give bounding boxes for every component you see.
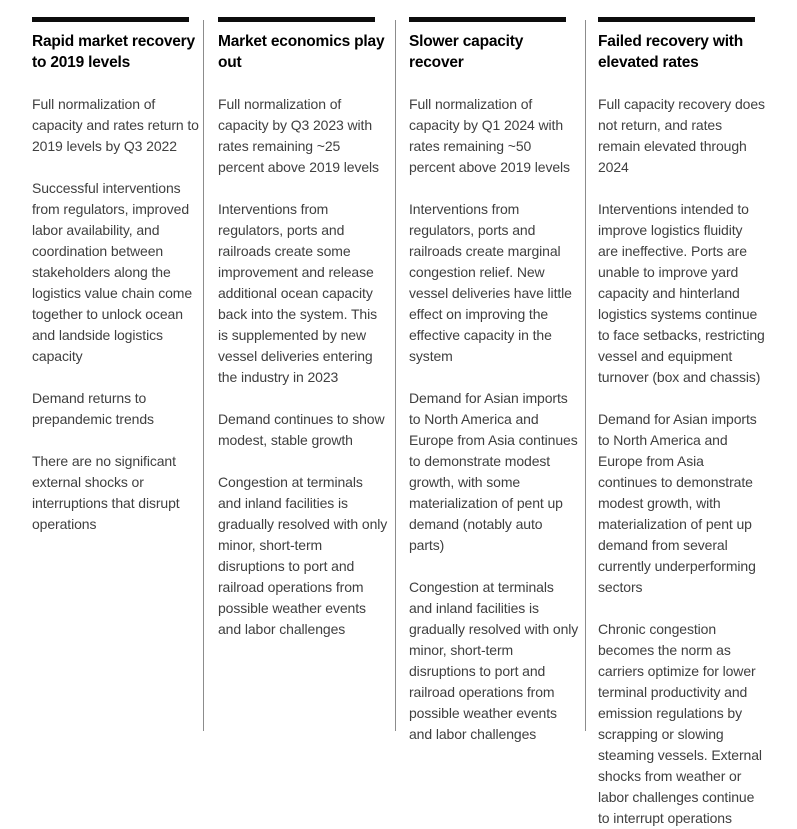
column-divider-3 [585, 20, 586, 731]
scenario-paragraph: Demand continues to show modest, stable growth [218, 411, 385, 448]
scenario-paragraph: Full capacity recovery does not return, and rates remain elevated through 2024 [598, 96, 765, 175]
scenario-paragraph: Demand for Asian imports to North America and Europe from Asia continues to demonstrate modest growth, with some materialization of pent up demand (notably auto parts) [409, 390, 578, 553]
scenario-heading: Slower capacity recover [409, 33, 524, 71]
scenario-paragraph: Successful interventions from regulators, improved labor availability, and coordination between stakeholders along the logistics value chain come together to unlock ocean and landside logistics capacity [32, 180, 193, 364]
scenario-column-2 [218, 17, 388, 640]
scenario-paragraph: Congestion at terminals and inland facilities is gradually resolved with only minor, short-term disruptions to port and railroad operations from possible weather events and labor challenges [218, 474, 388, 637]
scenario-paragraph: Interventions from regulators, ports and railroads create marginal congestion relief. New vessel deliveries have little effect on improving the effective capacity in the system [409, 201, 572, 364]
scenario-paragraph: Congestion at terminals and inland facilities is gradually resolved with only minor, short-term disruptions to port and railroad operations from possible weather events and labor challenges [409, 579, 579, 742]
scenario-paragraph: Interventions from regulators, ports and railroads create some improvement and release additional ocean capacity back into the system. This is supplemented by new vessel deliveries entering the industry in 2023 [218, 201, 377, 385]
top-rule [32, 17, 189, 22]
scenario-paragraph: Interventions intended to improve logistics fluidity are ineffective. Ports are unable to improve yard capacity and hinterland logistics systems continue to face setbacks, restricting vessel and equipment turnover (box and chassis) [598, 201, 765, 385]
scenario-paragraph: There are no significant external shocks or interruptions that disrupt operations [32, 453, 180, 532]
scenario-paragraph: Demand for Asian imports to North America and Europe from Asia continues to demonstrate modest growth, with materialization of pent up demand from several currently underperforming sectors [598, 411, 757, 595]
column-divider-1 [203, 20, 204, 731]
scenario-paragraph: Full normalization of capacity by Q3 2023 with rates remaining ~25 percent above 2019 levels [218, 96, 379, 175]
scenario-paragraph: Full normalization of capacity by Q1 2024 with rates remaining ~50 percent above 2019 levels [409, 96, 570, 175]
scenario-paragraph: Full normalization of capacity and rates return to 2019 levels by Q3 2022 [32, 96, 199, 154]
scenario-column-1 [32, 17, 200, 535]
scenario-heading: Rapid market recovery to 2019 levels [32, 33, 195, 71]
scenario-column-3 [409, 17, 579, 745]
top-rule [218, 17, 375, 22]
scenario-paragraph: Demand returns to prepandemic trends [32, 390, 154, 427]
scenario-heading: Failed recovery with elevated rates [598, 33, 744, 71]
column-divider-2 [395, 20, 396, 731]
top-rule [409, 17, 566, 22]
top-rule [598, 17, 755, 22]
scenario-heading: Market economics play out [218, 33, 385, 71]
scenario-paragraph: Chronic congestion becomes the norm as carriers optimize for lower terminal productivity and emission regulations by scrapping or slowing steaming vessels. External shocks from weather or labor challenges continue to interrupt operations [598, 621, 762, 826]
scenario-column-4 [598, 17, 766, 829]
